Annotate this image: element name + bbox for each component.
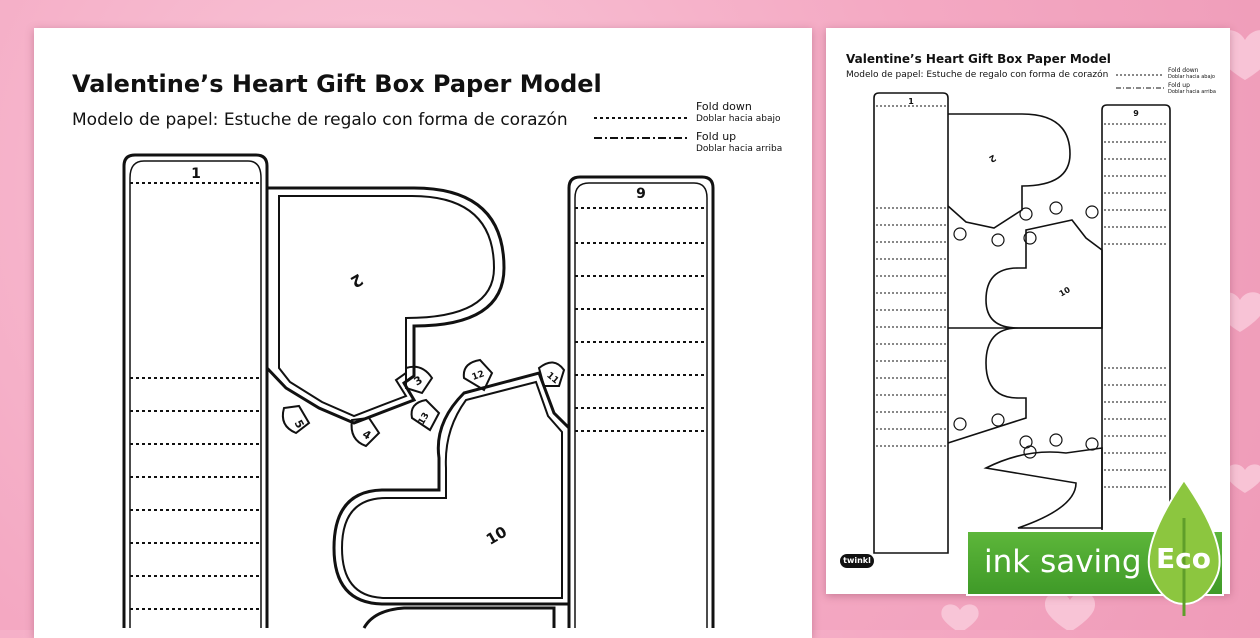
heart-panel-10	[334, 360, 569, 628]
panel-number-10-small: 10	[1057, 285, 1072, 299]
panel-number-2: 2	[347, 269, 367, 292]
tab-number-1-small: 1	[908, 97, 914, 106]
tab-number-9: 9	[636, 186, 646, 202]
legend-fold-up-es: Doblar hacia arriba	[696, 144, 783, 154]
legend-fold-down-es-small: Doblar hacia abajo	[1168, 74, 1215, 80]
tab-number-11: 11	[544, 370, 561, 387]
panel-number-10: 10	[482, 522, 511, 549]
legend-fold-down-es: Doblar hacia abajo	[696, 114, 781, 124]
tab-number-4: 4	[360, 427, 374, 443]
tab-number-13: 13	[416, 411, 432, 427]
twinkl-logo: twinkl	[840, 554, 874, 568]
tab-number-5: 5	[291, 417, 307, 431]
strip-panel-1	[124, 155, 267, 628]
page-subtitle: Modelo de papel: Estuche de regalo con forma de corazón	[72, 110, 568, 130]
legend-fold-down-small: Fold down	[1168, 67, 1199, 74]
legend-fold-up-small: Fold up	[1168, 82, 1190, 89]
page-subtitle-small: Modelo de papel: Estuche de regalo con forma de corazón	[846, 70, 1109, 80]
legend-fold-up: Fold up	[696, 130, 737, 143]
template-drawing	[34, 28, 812, 638]
eco-label: Eco	[1156, 542, 1211, 575]
heart-panel-2	[267, 188, 504, 446]
strip-panel-9	[569, 177, 713, 628]
panel-number-2-small: 2	[986, 151, 998, 164]
worksheet-zoomed	[34, 28, 812, 638]
tab-number-9-small: 9	[1133, 109, 1139, 118]
page-title: Valentine’s Heart Gift Box Paper Model	[72, 70, 602, 98]
legend-fold-up-es-small: Doblar hacia arriba	[1168, 89, 1216, 95]
ink-saving-label: ink saving	[984, 544, 1142, 580]
page-title-small: Valentine’s Heart Gift Box Paper Model	[846, 52, 1111, 66]
tab-number-3: 3	[411, 373, 425, 389]
tab-number-1: 1	[191, 166, 201, 182]
legend-fold-down: Fold down	[696, 100, 752, 113]
tab-number-12: 12	[470, 369, 486, 383]
